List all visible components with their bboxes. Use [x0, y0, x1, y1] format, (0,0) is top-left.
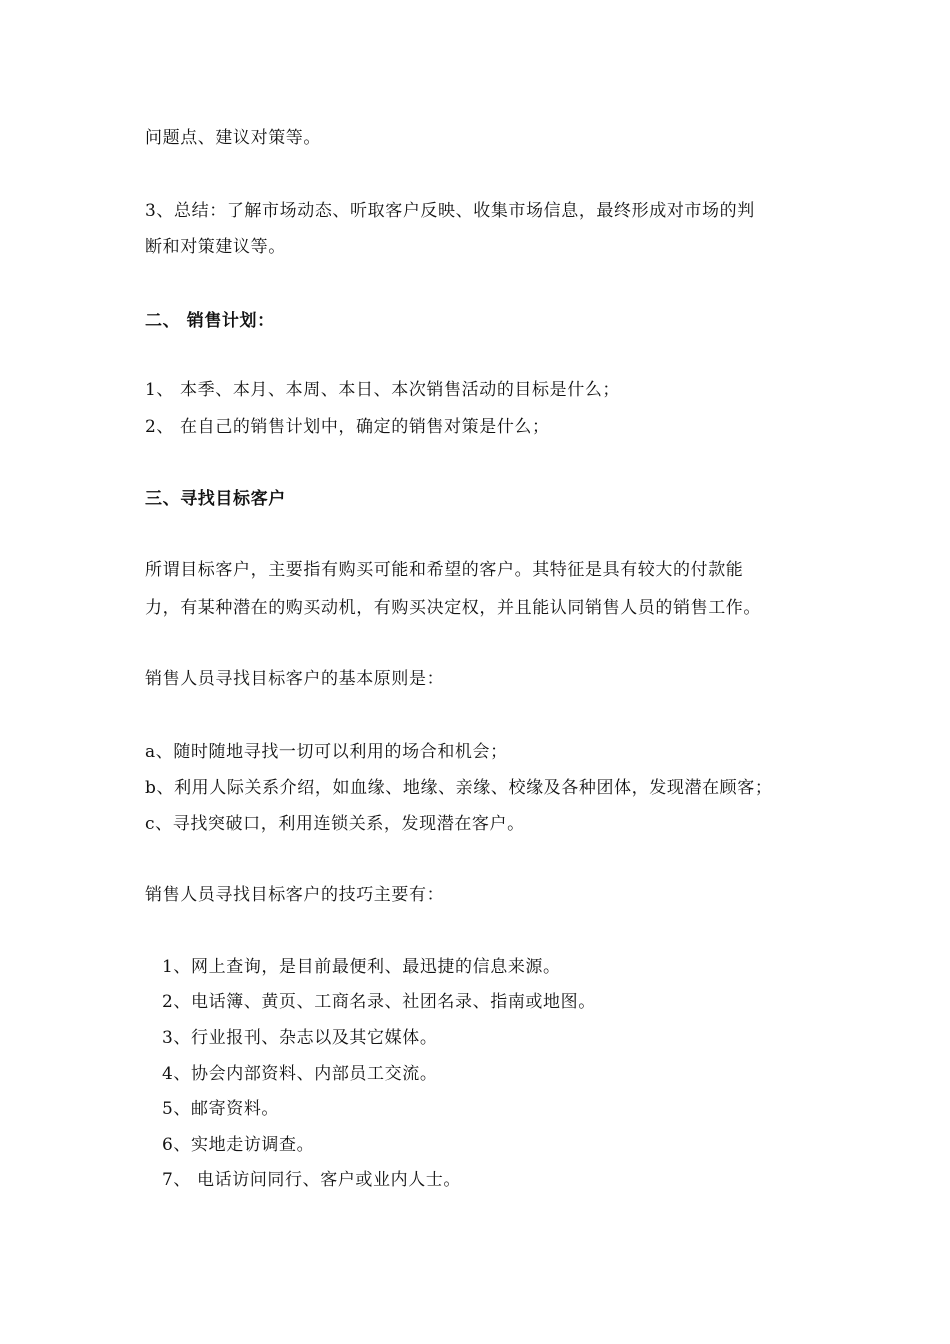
summary-line-2: 断和对策建议等。	[145, 237, 286, 257]
plan-item-2: 2、 在自己的销售计划中，确定的销售对策是什么；	[145, 417, 550, 437]
skill-item-4: 4、协会内部资料、内部员工交流。	[162, 1064, 438, 1084]
skills-intro: 销售人员寻找目标客户的技巧主要有：	[145, 885, 445, 905]
summary-line-1: 3、总结：了解市场动态、听取客户反映、收集市场信息，最终形成对市场的判	[145, 201, 755, 221]
heading-sales-plan: 二、 销售计划：	[145, 311, 275, 331]
principle-item-c: c、寻找突破口，利用连锁关系，发现潜在客户。	[145, 814, 525, 834]
definition-line-1: 所谓目标客户，主要指有购买可能和希望的客户。其特征是具有较大的付款能	[145, 560, 744, 580]
paragraph-intro-tail: 问题点、建议对策等。	[145, 128, 321, 148]
principle-item-b: b、利用人际关系介绍，如血缘、地缘、亲缘、校缘及各种团体，发现潜在顾客；	[145, 778, 773, 798]
skill-item-6: 6、实地走访调查。	[162, 1135, 315, 1155]
skill-item-2: 2、电话簿、黄页、工商名录、社团名录、指南或地图。	[162, 992, 596, 1012]
definition-line-2: 力，有某种潜在的购买动机，有购买决定权，并且能认同销售人员的销售工作。	[145, 598, 761, 618]
skill-item-3: 3、行业报刊、杂志以及其它媒体。	[162, 1028, 438, 1048]
principle-item-a: a、随时随地寻找一切可以利用的场合和机会；	[145, 742, 508, 762]
skill-item-1: 1、网上查询，是目前最便利、最迅捷的信息来源。	[162, 957, 561, 977]
principle-intro: 销售人员寻找目标客户的基本原则是：	[145, 669, 445, 689]
heading-find-target-customers: 三、寻找目标客户	[145, 489, 286, 509]
skill-item-7: 7、 电话访问同行、客户或业内人士。	[162, 1170, 462, 1190]
plan-item-1: 1、 本季、本月、本周、本日、本次销售活动的目标是什么；	[145, 380, 621, 400]
skill-item-5: 5、邮寄资料。	[162, 1099, 280, 1119]
